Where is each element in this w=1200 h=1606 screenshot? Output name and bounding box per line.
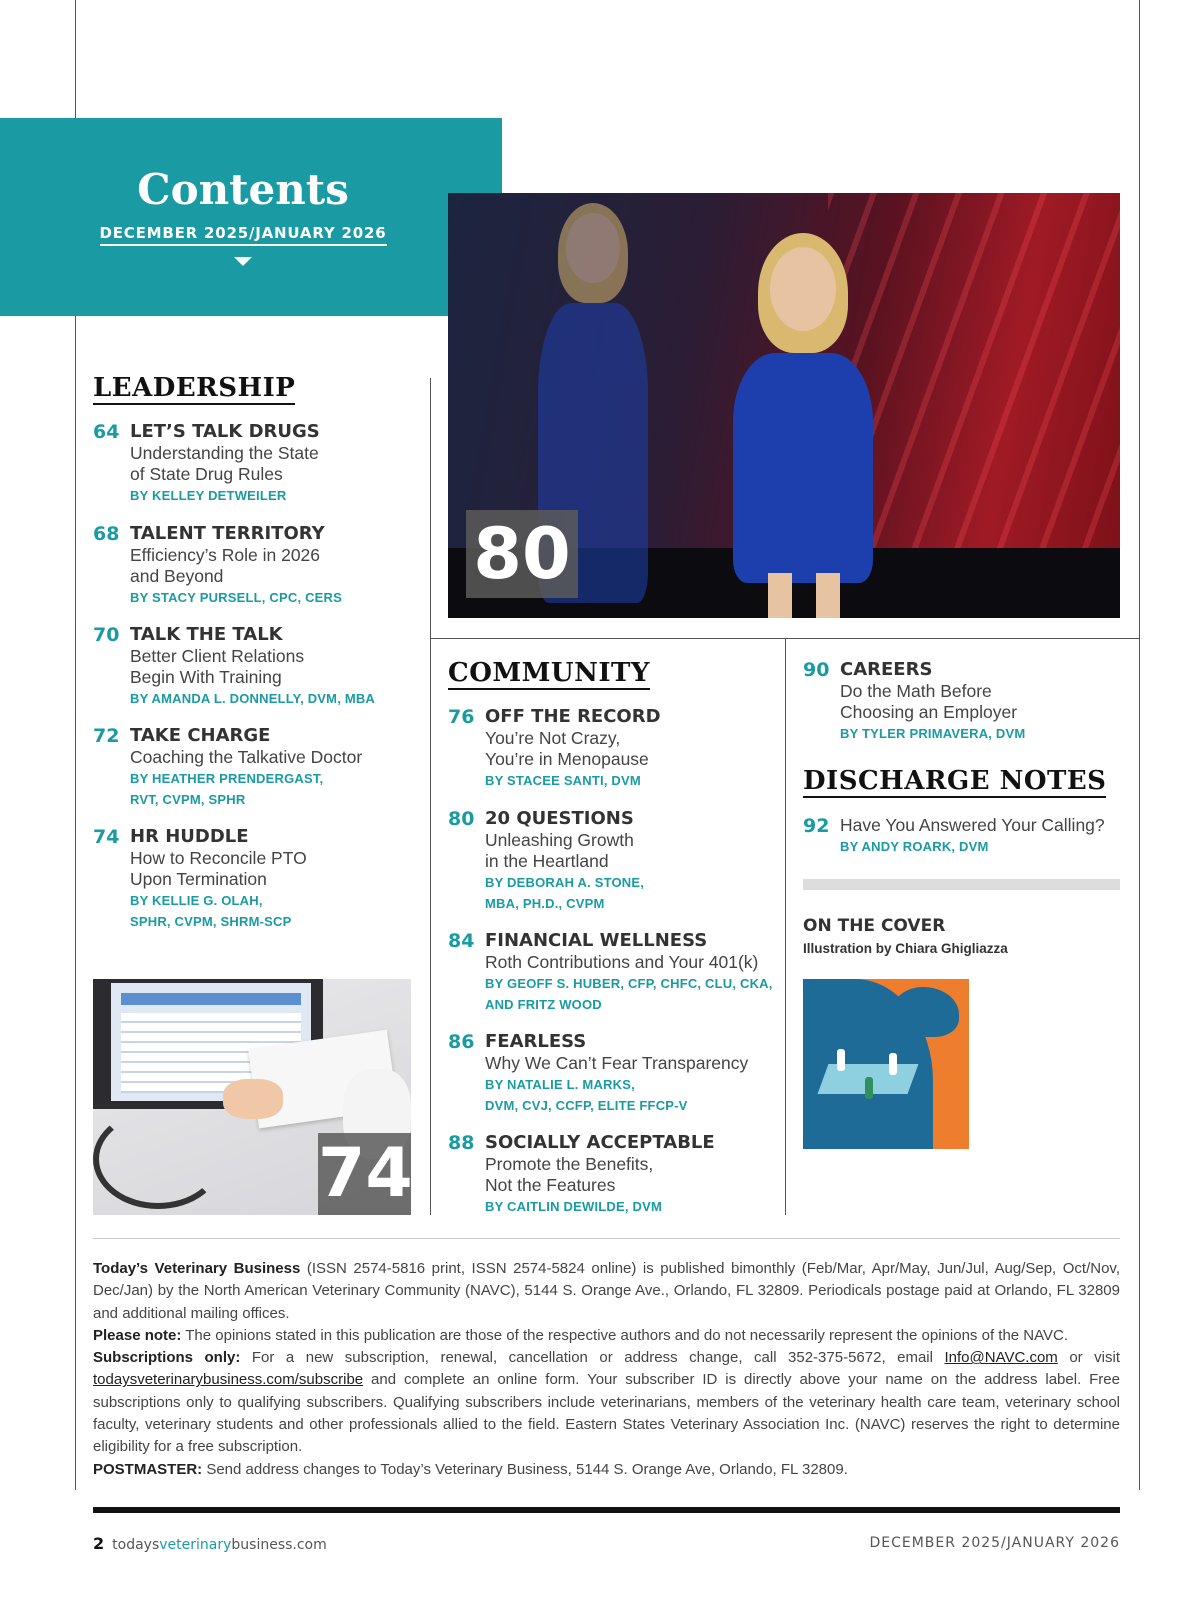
page-number: 88 [448,1132,475,1154]
department-title: TALK THE TALK [130,624,283,645]
department-title: FEARLESS [485,1031,587,1052]
page-number: 74 [93,826,120,848]
publication-info: Today’s Veterinary Business (ISSN 2574-5816 print, ISSN 2574-5824 online) is published bimonthly (Feb/Mar, Apr/May, Jun/Jul, Aug/Sep, Oct/Nov, Dec/Jan) by the North American Veterinary Community (NAVC), 5144 S. Orange Ave., Orlando, FL 32809. Periodicals postage paid at Orlando, FL 32809 and additional mailing offices. Please note: The opinions stated in this publication are those of the respective authors and do not necessarily represent the opinions of the NAVC. Subscriptions only: For a new subscription, renewal, cancellation or address change, call 352-375-5672, email Info@NAVC.com or visit todaysveterinarybusiness.com/subscribe and complete an online form. Your subscriber ID is directly above your name on the address label. Free subscriptions only to qualifying subscribers. Qualifying subscribers include veterinarians, members of the veterinary health care team, veterinary school faculty, veterinary students and other professionals allied to the field. Eastern States Veterinary Association Inc. (NAVC) reserves the right to determine eligibility for a free subscription. POSTMASTER: Send address changes to Today’s Veterinary Business, 5144 S. Orange Ave, Orlando, FL 32809. [93,1260,1121,1478]
cover-thumbnail[interactable] [803,979,969,1149]
cover-credit: Illustration by Chiara Ghigliazza [803,941,1008,956]
byline: BY GEOFF S. HUBER, CFP, CHFC, CLU, CKA, [485,976,773,991]
speaker-figure [718,233,888,618]
page-number: 68 [93,523,120,545]
article-title: Efficiency’s Role in 2026 [130,545,321,565]
figure-illustration [865,1077,873,1099]
section-heading-leadership: LEADERSHIP [93,373,296,403]
page-number: 86 [448,1031,475,1053]
article-title: Begin With Training [130,667,282,687]
email-link[interactable]: Info@NAVC.com [944,1349,1058,1367]
article-title: Choosing an Employer [840,702,1018,722]
byline: BY STACY PURSELL, CPC, CERS [130,590,342,605]
article-title: Promote the Benefits, [485,1154,654,1174]
issue-date: DECEMBER 2025/JANUARY 2026 [0,224,486,242]
feature-page-number: 74 [318,1134,413,1213]
byline: BY TYLER PRIMAVERA, DVM [840,726,1026,741]
leadership-divider [430,378,431,1215]
department-title: OFF THE RECORD [485,706,661,727]
department-title: TALENT TERRITORY [130,523,325,544]
divider-bar [803,879,1120,890]
page-number: 70 [93,624,120,646]
department-title: TAKE CHARGE [130,725,271,746]
page-number: 92 [803,815,830,837]
byline: BY AMANDA L. DONNELLY, DVM, MBA [130,691,376,706]
department-title: 20 QUESTIONS [485,808,634,829]
byline: SPHR, CVPM, SHRM-SCP [130,914,292,929]
feature-page-number: 80 [466,510,578,598]
byline: DVM, CVJ, CCFP, ELITE FFCP-V [485,1098,688,1113]
byline: RVT, CVPM, SPHR [130,792,246,807]
byline: BY CAITLIN DEWILDE, DVM [485,1199,662,1214]
section-heading-community: COMMUNITY [448,658,650,688]
footer-rule [93,1507,1120,1513]
article-title: and Beyond [130,566,224,586]
figure-illustration [889,1053,897,1075]
article-title: Roth Contributions and Your 401(k) [485,952,759,972]
article-title: of State Drug Rules [130,464,283,484]
stethoscope-illustration [93,1109,223,1209]
byline: BY KELLIE G. OLAH, [130,893,263,908]
down-arrow-icon [234,257,252,266]
page-number: 64 [93,421,120,443]
article-title: You’re in Menopause [485,749,649,769]
page-title: Contents [137,165,349,214]
byline: BY HEATHER PRENDERGAST, [130,771,324,786]
section-heading-discharge-notes: DISCHARGE NOTES [803,766,1107,796]
department-title: HR HUDDLE [130,826,249,847]
page-number: 72 [93,725,120,747]
article-title: in the Heartland [485,851,609,871]
contents-header-box [0,118,502,316]
article-title: Coaching the Talkative Doctor [130,747,363,767]
fine-print-top-rule [93,1238,1120,1239]
byline: BY STACEE SANTI, DVM [485,773,641,788]
article-title: Better Client Relations [130,646,305,666]
page-number: 84 [448,930,475,952]
department-title: SOCIALLY ACCEPTABLE [485,1132,715,1153]
figure-illustration [837,1049,845,1071]
article-title: How to Reconcile PTO [130,848,307,868]
article-title: Upon Termination [130,869,267,889]
byline: MBA, PH.D., CVPM [485,896,605,911]
folio-page-number: 2 [93,1534,105,1553]
article-title: Understanding the State [130,443,319,463]
byline: AND FRITZ WOOD [485,997,602,1012]
site-url[interactable]: todaysveterinarybusiness.com [112,1537,327,1553]
byline: BY DEBORAH A. STONE, [485,875,645,890]
byline: BY NATALIE L. MARKS, [485,1077,635,1092]
article-title: You’re Not Crazy, [485,728,621,748]
hand-illustration [223,1079,283,1119]
byline: BY ANDY ROARK, DVM [840,839,989,854]
dog-head-silhouette [893,987,959,1037]
department-title: FINANCIAL WELLNESS [485,930,708,951]
page-number: 80 [448,808,475,830]
subscribe-link[interactable]: todaysveterinarybusiness.com/subscribe [93,1371,364,1389]
community-divider [785,638,786,1215]
article-title: Why We Can’t Fear Transparency [485,1053,749,1073]
department-title: CAREERS [840,659,933,680]
article-title: Have You Answered Your Calling? [840,815,1105,835]
right-margin-rule [1139,0,1140,1490]
page-number: 90 [803,659,830,681]
article-title: Do the Math Before [840,681,992,701]
article-title: Unleashing Growth [485,830,634,850]
folio [93,1534,327,1553]
article-title: Not the Features [485,1175,616,1195]
byline: BY KELLEY DETWEILER [130,488,287,503]
department-title: LET’S TALK DRUGS [130,421,320,442]
page-number: 76 [448,706,475,728]
on-the-cover-label: ON THE COVER [803,916,946,936]
folio-date: DECEMBER 2025/JANUARY 2026 [869,1535,1120,1551]
